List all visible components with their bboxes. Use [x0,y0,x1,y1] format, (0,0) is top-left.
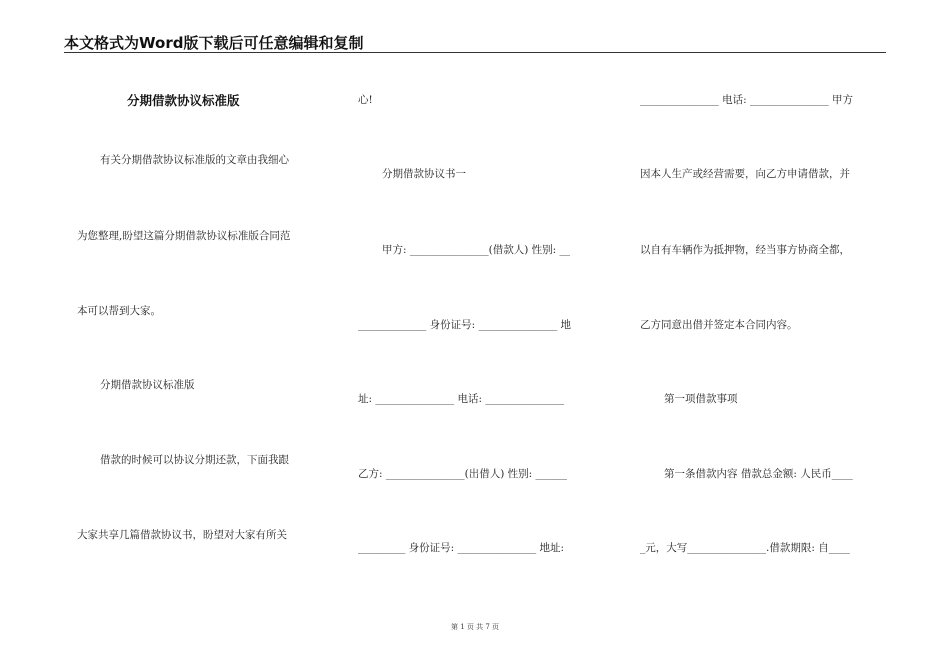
text-line: _____________ 身份证号: _______________ 地 [358,319,572,331]
text-line: 心! [358,94,373,106]
text-line: 因本人生产或经营需要，向乙方申请借款，并 [640,168,850,180]
party-b-line: 乙方: _______________(出借人) 性别: ______ [358,468,568,480]
text-line: 第一条借款内容 借款总金额: 人民币____ [664,468,853,480]
text-line: 为您整理,盼望这篇分期借款协议标准版合同范 [77,230,291,242]
header-rule [64,52,886,53]
section-heading: 分期借款协议书一 [382,168,466,180]
document-title: 分期借款协议标准版 [127,93,240,108]
page-footer: 第 1 页 共 7 页 [450,623,500,631]
text-line: 有关分期借款协议标准版的文章由我细心 [100,154,289,166]
text-line: _________ 身份证号: _______________ 地址: [358,542,565,554]
text-line: 乙方同意出借并签定本合同内容。 [640,319,798,331]
party-a-line: 甲方: _______________(借款人) 性别: __ [382,244,571,256]
text-line: 以自有车辆作为抵押物，经当事方协商全都， [640,244,850,256]
page-header: 本文格式为Word版下载后可任意编辑和复制 [64,34,364,52]
text-line: 借款的时候可以协议分期还款，下面我跟 [100,454,289,466]
section-heading: 第一项借款事项 [664,393,738,405]
text-line: 大家共享几篇借款协议书，盼望对大家有所关 [77,529,287,541]
text-line: _元，大写_______________.借款期限: 自____ [640,542,850,554]
text-line: 址: _______________ 电话: _______________ [358,393,565,405]
text-line: _______________ 电话: _______________ 甲方 [640,94,854,106]
text-line: 本可以帮到大家。 [77,305,161,317]
section-heading: 分期借款协议标准版 [100,379,195,391]
